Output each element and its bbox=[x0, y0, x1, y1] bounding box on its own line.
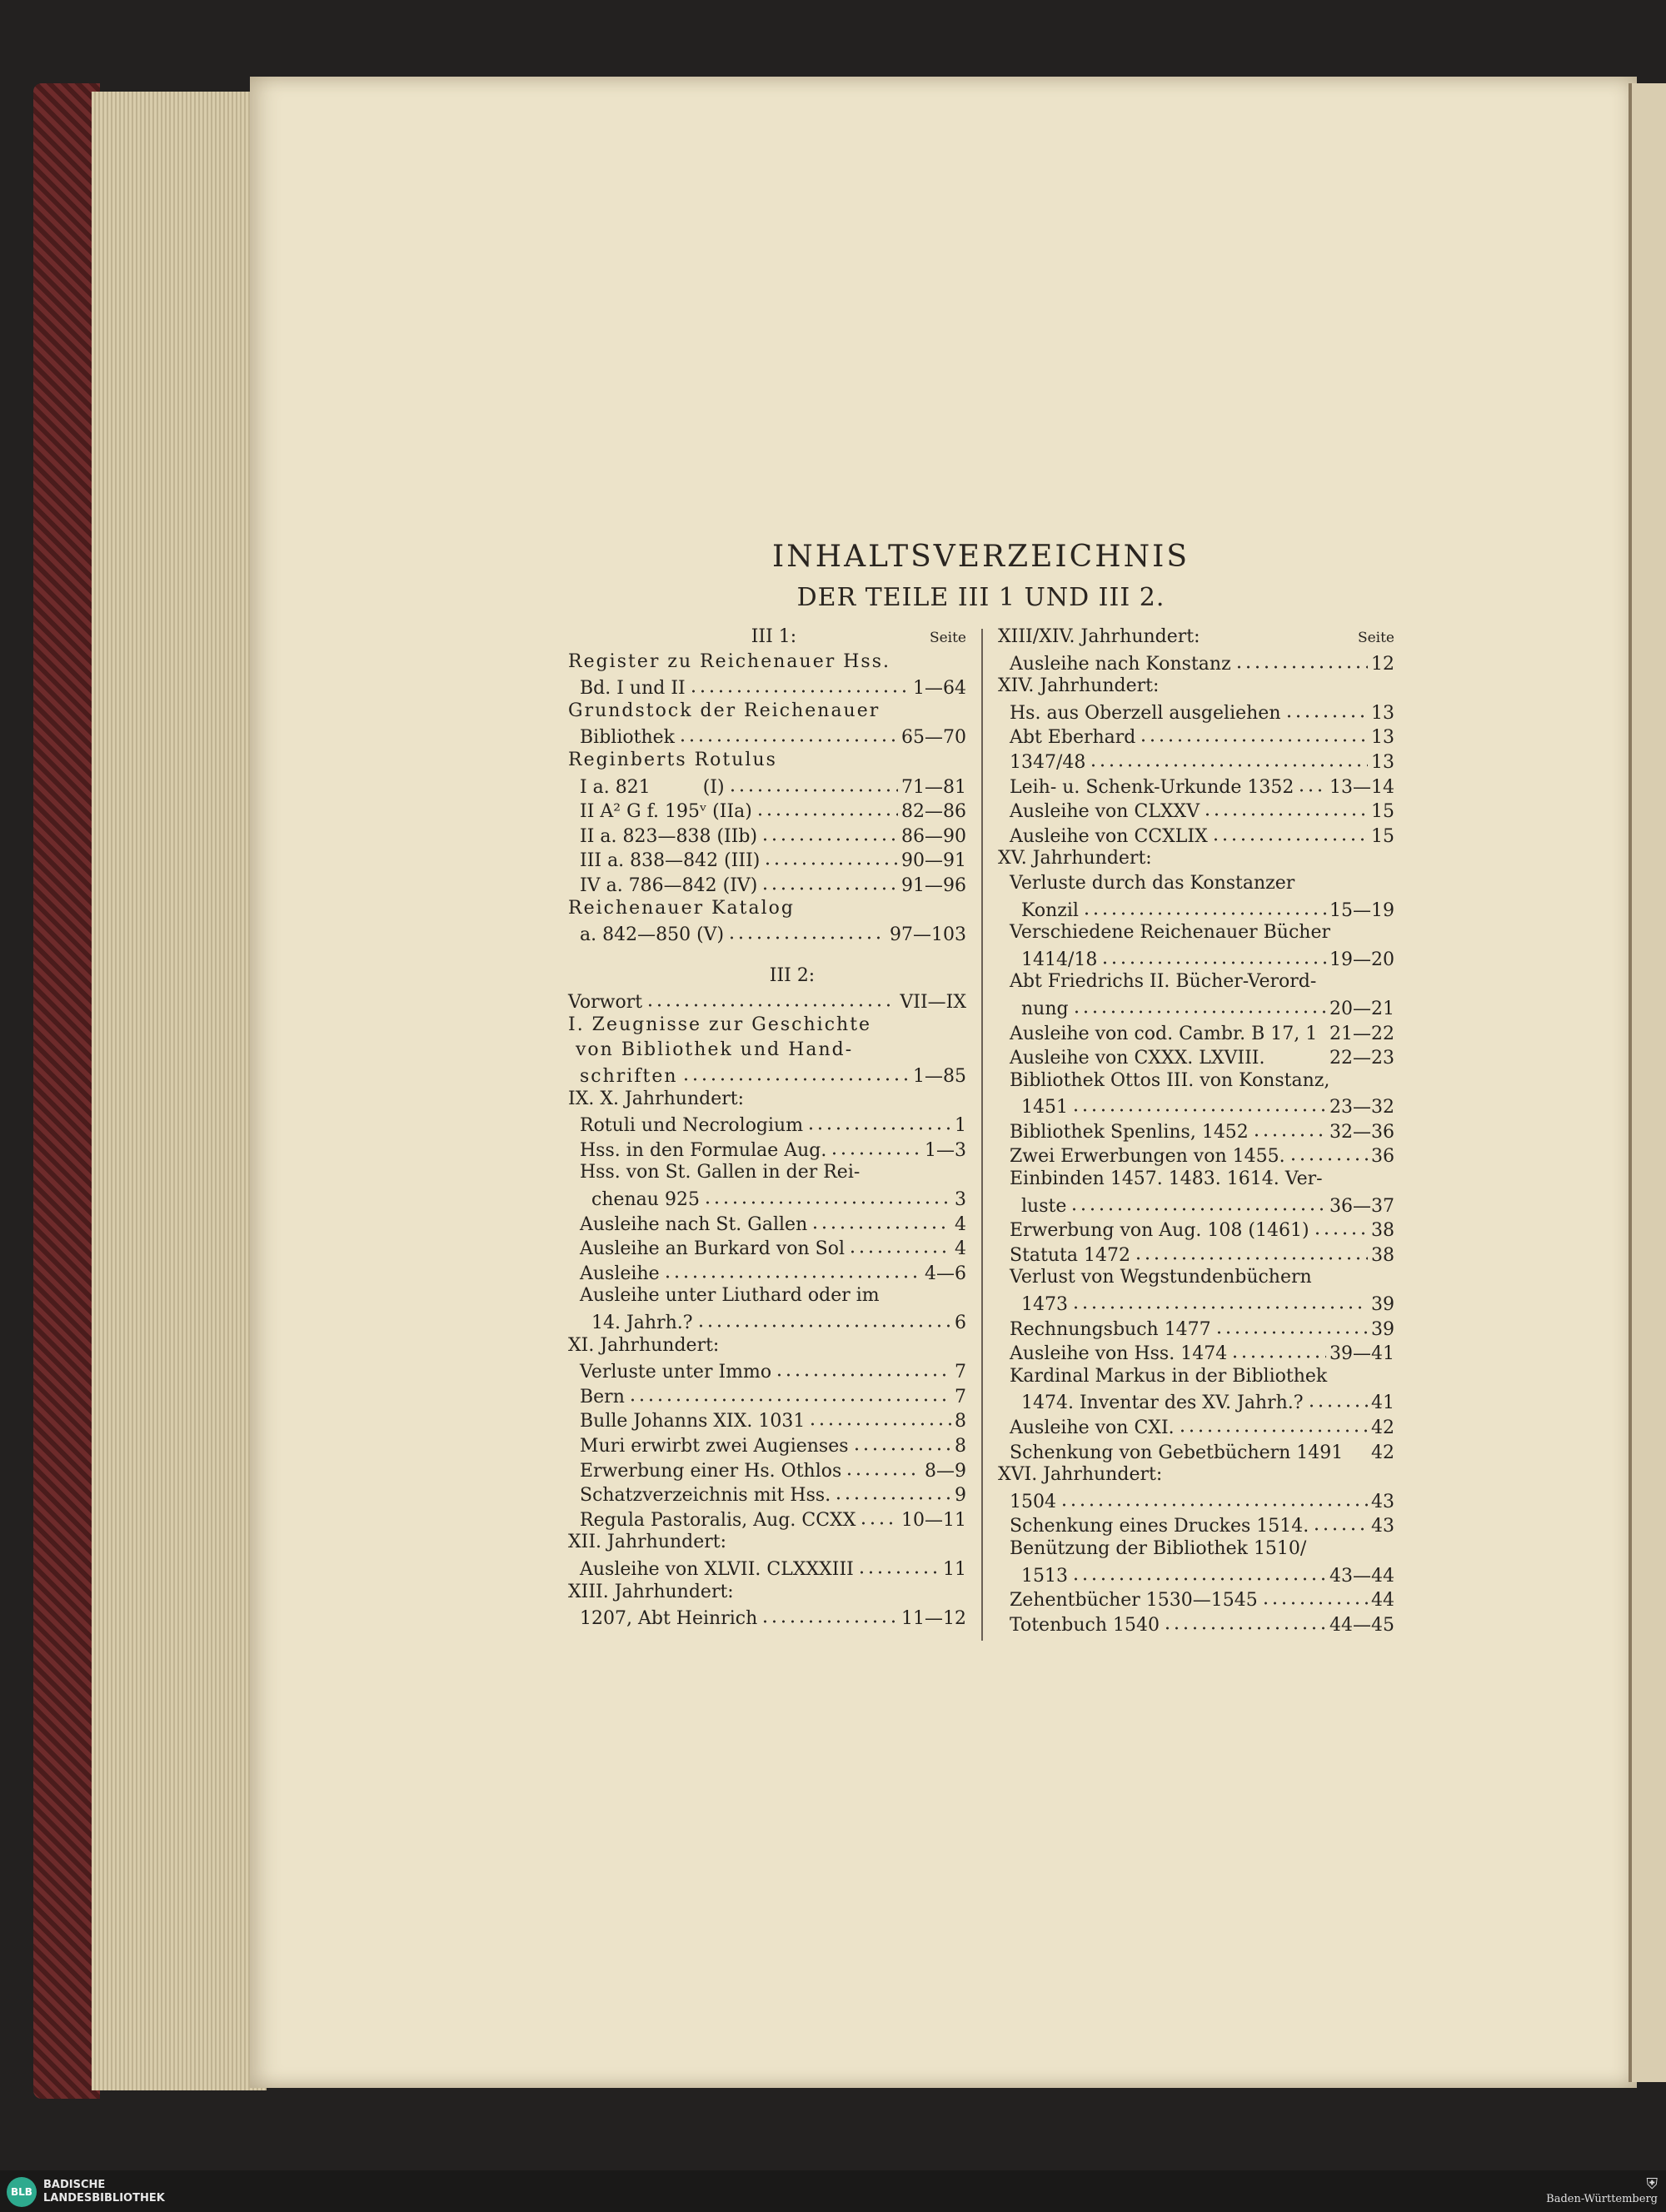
toc-entry-label: 1207, Abt Heinrich bbox=[580, 1608, 758, 1630]
toc-row bbox=[998, 1612, 1394, 1637]
toc-page-number: 19—20 bbox=[1329, 949, 1394, 970]
toc-page-number: 12 bbox=[1371, 653, 1394, 675]
toc-page-number: 1—85 bbox=[913, 1066, 966, 1088]
toc-row bbox=[568, 922, 966, 947]
page-title: INHALTSVERZEICHNIS bbox=[772, 540, 1190, 574]
toc-entry-label: IV a. 786—842 (IV) bbox=[580, 874, 758, 896]
toc-row bbox=[568, 750, 966, 775]
leader-dots bbox=[1289, 1143, 1368, 1162]
toc-row bbox=[568, 1285, 966, 1310]
toc-row bbox=[998, 1070, 1394, 1095]
toc-page-number: 13 bbox=[1371, 702, 1394, 724]
toc-row bbox=[998, 1094, 1394, 1119]
toc-row bbox=[998, 996, 1394, 1021]
page-subtitle: DER TEILE III 1 UND III 2. bbox=[796, 583, 1165, 612]
toc-heading: Kardinal Markus in der Bibliothek bbox=[1010, 1365, 1328, 1387]
leader-dots bbox=[1230, 1341, 1326, 1359]
toc-page-number: 4—6 bbox=[925, 1263, 966, 1284]
library-name: BADISCHE LANDESBIBLIOTHEK bbox=[43, 2179, 165, 2205]
toc-entry-label: 1473 bbox=[1021, 1294, 1068, 1316]
toc-row bbox=[998, 1317, 1394, 1342]
toc-row bbox=[998, 1563, 1394, 1588]
leader-dots bbox=[756, 799, 898, 817]
toc-page-number: 1—3 bbox=[925, 1139, 966, 1161]
toc-page-number: 15 bbox=[1371, 801, 1394, 823]
toc-heading: XV. Jahrhundert: bbox=[998, 848, 1152, 869]
toc-row bbox=[998, 750, 1394, 775]
leader-dots bbox=[859, 1507, 898, 1526]
toc-row bbox=[568, 1482, 966, 1507]
toc-row bbox=[998, 1464, 1394, 1489]
toc-heading: XVI. Jahrhundert: bbox=[998, 1464, 1163, 1486]
toc-entry-label: Ausleihe von CXI. bbox=[1010, 1417, 1175, 1438]
toc-row bbox=[568, 1310, 966, 1335]
toc-page-number: 39 bbox=[1371, 1318, 1394, 1340]
leader-dots bbox=[1320, 1021, 1326, 1039]
toc-entry-label: II A² G f. 195ᵛ (IIa) bbox=[580, 801, 752, 823]
toc-row bbox=[568, 1039, 966, 1064]
toc-row bbox=[998, 1267, 1394, 1292]
toc-row bbox=[998, 799, 1394, 824]
toc-row bbox=[568, 1089, 966, 1113]
toc-entry-label: I a. 821 (I) bbox=[580, 776, 725, 798]
toc-page-number: 13 bbox=[1371, 751, 1394, 773]
leader-dots bbox=[696, 1310, 951, 1328]
toc-heading: Verluste durch das Konstanzer bbox=[1010, 872, 1295, 894]
toc-page-number: 15 bbox=[1371, 825, 1394, 847]
toc-row bbox=[568, 989, 966, 1014]
toc-group-heading: XIII/XIV. Jahrhundert: bbox=[998, 626, 1200, 647]
toc-entry-label: Rechnungsbuch 1477 bbox=[1010, 1318, 1211, 1340]
toc-row bbox=[998, 971, 1394, 996]
toc-entry-label: Bulle Johanns XIX. 1031 bbox=[580, 1411, 806, 1432]
toc-page-number: 38 bbox=[1371, 1220, 1394, 1242]
toc-heading: Grundstock der Reichenauer bbox=[568, 700, 880, 721]
toc-page-number: 13—14 bbox=[1329, 776, 1394, 798]
toc-row bbox=[568, 1113, 966, 1138]
toc-entry-label: Zwei Erwerbungen von 1455. bbox=[1010, 1146, 1285, 1168]
toc-row bbox=[998, 775, 1394, 800]
leader-dots bbox=[1235, 651, 1368, 670]
toc-row bbox=[568, 700, 966, 725]
toc-column-right bbox=[998, 626, 1394, 1637]
toc-heading: von Bibliothek und Hand- bbox=[568, 1039, 854, 1060]
toc-page-number: 3 bbox=[955, 1189, 966, 1211]
crest-icon: ⛨ bbox=[1646, 2175, 1658, 2193]
toc-page-number: 43—44 bbox=[1329, 1565, 1394, 1587]
toc-heading: XII. Jahrhundert: bbox=[568, 1532, 727, 1553]
page-column-label: Seite bbox=[1357, 630, 1394, 646]
toc-page-number: 23—32 bbox=[1329, 1097, 1394, 1118]
toc-row bbox=[568, 775, 966, 800]
toc-entry-label: Bd. I und II bbox=[580, 678, 686, 700]
leader-dots bbox=[1346, 1440, 1368, 1458]
toc-row bbox=[998, 1587, 1394, 1612]
toc-entry-label: Statuta 1472 bbox=[1010, 1244, 1130, 1266]
leader-dots bbox=[1070, 1193, 1326, 1212]
toc-page-number: 38 bbox=[1371, 1244, 1394, 1266]
toc-page-number: 11—12 bbox=[901, 1608, 966, 1630]
leader-dots bbox=[727, 922, 886, 940]
toc-page-number: 43 bbox=[1371, 1491, 1394, 1512]
toc-row bbox=[568, 1236, 966, 1261]
toc-page-number: 39 bbox=[1371, 1294, 1394, 1316]
leader-dots bbox=[1163, 1612, 1326, 1631]
toc-heading: Bibliothek Ottos III. von Konstanz, bbox=[1010, 1069, 1330, 1091]
toc-row bbox=[568, 1582, 966, 1607]
toc-row bbox=[998, 1243, 1394, 1268]
toc-entry-label: Ausleihe von CLXXV bbox=[1010, 801, 1200, 823]
toc-page-number: 11 bbox=[943, 1558, 966, 1580]
page-edges bbox=[92, 92, 267, 2090]
toc-row bbox=[998, 626, 1394, 651]
toc-entry-label: Hs. aus Oberzell ausgeliehen bbox=[1010, 702, 1281, 724]
toc-page-number: 97—103 bbox=[890, 924, 966, 946]
leader-dots bbox=[646, 989, 896, 1008]
toc-row bbox=[568, 725, 966, 750]
toc-entry-label: Ausleihe von CXXX. LXVIII. bbox=[1010, 1048, 1265, 1069]
leader-dots bbox=[628, 1384, 951, 1402]
toc-row bbox=[568, 1261, 966, 1286]
toc-page-number: 7 bbox=[955, 1386, 966, 1407]
toc-entry-label: II a. 823—838 (IIb) bbox=[580, 825, 758, 847]
toc-row bbox=[998, 1489, 1394, 1514]
toc-page-number: 71—81 bbox=[901, 776, 966, 798]
toc-heading: Hss. von St. Gallen in der Rei- bbox=[580, 1162, 860, 1183]
toc-page-number: 4 bbox=[955, 1213, 966, 1235]
toc-row bbox=[568, 1138, 966, 1163]
leader-dots bbox=[1139, 725, 1368, 743]
leader-dots bbox=[1071, 1292, 1368, 1310]
toc-section-heading: III 1: bbox=[751, 626, 797, 647]
toc-entry-label: Leih- u. Schenk-Urkunde 1352 bbox=[1010, 776, 1294, 798]
page-column-label: Seite bbox=[929, 630, 966, 646]
toc-page-number: 10—11 bbox=[901, 1509, 966, 1531]
leader-dots bbox=[689, 675, 910, 694]
toc-page-number: 8 bbox=[955, 1436, 966, 1457]
toc-entry-label: nung bbox=[1021, 998, 1069, 1019]
toc-heading: IX. X. Jahrhundert: bbox=[568, 1088, 744, 1109]
toc-heading: Verschiedene Reichenauer Bücher bbox=[1010, 922, 1330, 944]
toc-entry-label: luste bbox=[1021, 1195, 1067, 1217]
toc-row bbox=[568, 1433, 966, 1458]
leader-dots bbox=[1312, 1513, 1368, 1532]
leader-dots bbox=[1307, 1390, 1368, 1408]
toc-row bbox=[998, 1218, 1394, 1243]
toc-page-number: 1 bbox=[955, 1115, 966, 1137]
toc-page-number: 91—96 bbox=[901, 874, 966, 896]
toc-entry-label: Ausleihe von cod. Cambr. B 17, 1 bbox=[1010, 1023, 1318, 1044]
toc-entry-label: 1504 bbox=[1010, 1491, 1056, 1512]
toc-page-number: 8 bbox=[955, 1411, 966, 1432]
toc-entry-label: chenau 925 bbox=[591, 1189, 700, 1211]
leader-dots bbox=[728, 775, 898, 793]
leader-dots bbox=[1178, 1415, 1368, 1433]
toc-entry-label: 1347/48 bbox=[1010, 751, 1086, 773]
toc-entry-label: Schatzverzeichnis mit Hss. bbox=[580, 1485, 831, 1507]
toc-row bbox=[568, 1162, 966, 1187]
toc-heading: Benützung der Bibliothek 1510/ bbox=[1010, 1537, 1307, 1559]
leader-dots bbox=[775, 1359, 951, 1378]
toc-row bbox=[998, 1390, 1394, 1415]
toc-row bbox=[568, 873, 966, 898]
toc-row bbox=[998, 1143, 1394, 1168]
toc-page-number: 6 bbox=[955, 1313, 966, 1334]
toc-page-number: 65—70 bbox=[901, 727, 966, 749]
toc-entry-label: schriften bbox=[580, 1066, 678, 1088]
leader-dots bbox=[681, 1064, 910, 1082]
toc-page-number: 9 bbox=[955, 1485, 966, 1507]
toc-entry-label: Konzil bbox=[1021, 899, 1079, 921]
toc-row bbox=[568, 1335, 966, 1360]
toc-entry-label: Bibliothek bbox=[580, 727, 675, 749]
toc-page-number: 13 bbox=[1371, 727, 1394, 749]
toc-page-number: 15—19 bbox=[1329, 899, 1394, 921]
toc-heading: XIV. Jahrhundert: bbox=[998, 675, 1160, 697]
toc-row bbox=[998, 1366, 1394, 1391]
toc-page-number: 39—41 bbox=[1329, 1343, 1394, 1365]
toc-row bbox=[998, 824, 1394, 849]
leader-dots bbox=[761, 873, 898, 891]
leader-dots bbox=[845, 1458, 921, 1477]
book-cover-left bbox=[33, 83, 100, 2099]
toc-row bbox=[568, 965, 966, 990]
toc-entry-label: Vorwort bbox=[568, 992, 643, 1014]
toc-entry-label: Rotuli und Necrologium bbox=[580, 1115, 804, 1137]
toc-page-number: 43 bbox=[1371, 1516, 1394, 1537]
leader-dots bbox=[830, 1138, 921, 1156]
toc-entry-label: Ausleihe von Hss. 1474 bbox=[1010, 1343, 1228, 1365]
leader-dots bbox=[1072, 996, 1326, 1014]
toc-heading: XI. Jahrhundert: bbox=[568, 1334, 720, 1356]
toc-row bbox=[998, 848, 1394, 873]
toc-row bbox=[998, 922, 1394, 947]
toc-page-number: 20—21 bbox=[1329, 998, 1394, 1019]
leader-dots bbox=[1269, 1045, 1327, 1064]
toc-row bbox=[568, 848, 966, 873]
toc-row bbox=[568, 1408, 966, 1433]
toc-page-number: 82—86 bbox=[901, 801, 966, 823]
toc-row bbox=[568, 675, 966, 700]
toc-entry-label: Ausleihe an Burkard von Sol bbox=[580, 1238, 845, 1260]
leader-dots bbox=[1215, 1317, 1368, 1335]
next-page-edge bbox=[1629, 83, 1666, 2082]
toc-row bbox=[998, 675, 1394, 700]
toc-heading: Register zu Reichenauer Hss. bbox=[568, 650, 890, 672]
toc-spacer bbox=[568, 947, 966, 965]
toc-row bbox=[998, 1538, 1394, 1563]
toc-row bbox=[568, 1359, 966, 1384]
toc-heading: I. Zeugnisse zur Geschichte bbox=[568, 1014, 872, 1035]
toc-page-number: 22—23 bbox=[1329, 1048, 1394, 1069]
toc-column-left bbox=[568, 626, 966, 1631]
toc-page-number: 8—9 bbox=[925, 1460, 966, 1482]
toc-entry-label: 1474. Inventar des XV. Jahrh.? bbox=[1021, 1392, 1304, 1414]
toc-row bbox=[998, 873, 1394, 898]
toc-entry-label: Bibliothek Spenlins, 1452 bbox=[1010, 1121, 1249, 1143]
toc-heading: Reichenauer Katalog bbox=[568, 897, 795, 919]
leader-dots bbox=[1211, 824, 1368, 842]
leader-dots bbox=[806, 1113, 951, 1131]
toc-row bbox=[568, 1606, 966, 1631]
leader-dots bbox=[1261, 1587, 1368, 1606]
leader-dots bbox=[1284, 700, 1369, 719]
toc-page-number: 42 bbox=[1371, 1442, 1394, 1463]
leader-dots bbox=[1252, 1119, 1326, 1138]
toc-entry-label: Ausleihe von CCXLIX bbox=[1010, 825, 1208, 847]
leader-dots bbox=[703, 1187, 951, 1205]
leader-dots bbox=[678, 725, 898, 743]
toc-entry-label: Verluste unter Immo bbox=[580, 1362, 772, 1383]
toc-page-number: 1—64 bbox=[913, 678, 966, 700]
leader-dots bbox=[1203, 799, 1368, 817]
leader-dots bbox=[857, 1557, 940, 1575]
toc-row bbox=[568, 626, 966, 651]
toc-row bbox=[568, 1212, 966, 1237]
toc-entry-label: Ausleihe nach Konstanz bbox=[1010, 653, 1231, 675]
toc-section-heading: III 2: bbox=[769, 964, 816, 986]
leader-dots bbox=[1071, 1094, 1326, 1113]
toc-entry-label: Erwerbung von Aug. 108 (1461) bbox=[1010, 1220, 1309, 1242]
toc-entry-label: Schenkung eines Druckes 1514. bbox=[1010, 1516, 1309, 1537]
toc-row bbox=[568, 824, 966, 849]
toc-page-number: 36—37 bbox=[1329, 1195, 1394, 1217]
toc-heading: XIII. Jahrhundert: bbox=[568, 1581, 734, 1602]
leader-dots bbox=[848, 1236, 951, 1254]
toc-page-number: 4 bbox=[955, 1238, 966, 1260]
toc-row bbox=[568, 1557, 966, 1582]
toc-page-number: 44 bbox=[1371, 1590, 1394, 1612]
toc-entry-label: Ausleihe bbox=[580, 1263, 660, 1284]
toc-entry-label: Muri erwirbt zwei Augienses bbox=[580, 1436, 849, 1457]
leader-dots bbox=[761, 824, 898, 842]
toc-row bbox=[568, 1014, 966, 1039]
toc-row bbox=[568, 799, 966, 824]
toc-row bbox=[998, 1440, 1394, 1465]
toc-entry-label: 14. Jahrh.? bbox=[591, 1313, 693, 1334]
blb-logo[interactable]: BLB bbox=[7, 2177, 37, 2207]
toc-page-number: 7 bbox=[955, 1362, 966, 1383]
state-logo[interactable]: ⛨ Baden-Württemberg bbox=[1546, 2175, 1658, 2205]
toc-page-number: 86—90 bbox=[901, 825, 966, 847]
toc-row bbox=[998, 1513, 1394, 1538]
toc-entry-label: Bern bbox=[580, 1386, 625, 1407]
toc-entry-label: III a. 838—842 (III) bbox=[580, 850, 761, 872]
toc-row bbox=[568, 1187, 966, 1212]
toc-page-number: 36 bbox=[1371, 1146, 1394, 1168]
toc-page-number: 44—45 bbox=[1329, 1614, 1394, 1636]
leader-dots bbox=[1089, 750, 1368, 768]
toc-row bbox=[568, 1064, 966, 1089]
toc-entry-label: Abt Eberhard bbox=[1010, 727, 1136, 749]
toc-row bbox=[568, 651, 966, 676]
toc-row bbox=[998, 1341, 1394, 1366]
toc-row bbox=[998, 700, 1394, 725]
leader-dots bbox=[1071, 1563, 1326, 1582]
toc-entry-label: Regula Pastoralis, Aug. CCXX bbox=[580, 1509, 856, 1531]
toc-heading: Einbinden 1457. 1483. 1614. Ver- bbox=[1010, 1168, 1323, 1190]
leader-dots bbox=[1297, 775, 1326, 793]
leader-dots bbox=[1082, 898, 1326, 916]
toc-row bbox=[568, 898, 966, 923]
toc-row bbox=[568, 1384, 966, 1409]
toc-page-number: 41 bbox=[1371, 1392, 1394, 1414]
toc-heading: Reginberts Rotulus bbox=[568, 749, 777, 770]
leader-dots bbox=[763, 848, 898, 866]
toc-row bbox=[998, 725, 1394, 750]
toc-entry-label: 1451 bbox=[1021, 1097, 1068, 1118]
toc-entry-label: Ausleihe von XLVII. CLXXXIII bbox=[580, 1558, 854, 1580]
leader-dots bbox=[1100, 947, 1326, 965]
toc-entry-label: a. 842—850 (V) bbox=[580, 924, 725, 946]
leader-dots bbox=[663, 1261, 921, 1279]
leader-dots bbox=[1313, 1218, 1368, 1236]
column-divider bbox=[981, 629, 983, 1641]
toc-row bbox=[998, 1168, 1394, 1193]
toc-row bbox=[568, 1458, 966, 1483]
toc-entry-label: 1414/18 bbox=[1021, 949, 1098, 970]
toc-row bbox=[998, 1292, 1394, 1317]
toc-row bbox=[998, 1119, 1394, 1144]
leader-dots bbox=[761, 1606, 898, 1624]
leader-dots bbox=[1060, 1489, 1368, 1507]
toc-entry-label: Zehentbücher 1530—1545 bbox=[1010, 1590, 1258, 1612]
leader-dots bbox=[811, 1212, 951, 1230]
leader-dots bbox=[852, 1433, 951, 1452]
toc-heading: Ausleihe unter Liuthard oder im bbox=[580, 1285, 880, 1307]
toc-row bbox=[998, 1415, 1394, 1440]
toc-entry-label: Totenbuch 1540 bbox=[1010, 1614, 1160, 1636]
toc-row bbox=[998, 947, 1394, 972]
toc-entry-label: 1513 bbox=[1021, 1565, 1068, 1587]
toc-row bbox=[998, 1021, 1394, 1046]
toc-entry-label: Ausleihe nach St. Gallen bbox=[580, 1213, 808, 1235]
footer-bar bbox=[0, 2170, 1666, 2212]
toc-row bbox=[998, 651, 1394, 676]
toc-page-number: 32—36 bbox=[1329, 1121, 1394, 1143]
leader-dots bbox=[834, 1482, 951, 1501]
toc-page-number: VII—IX bbox=[900, 992, 966, 1014]
toc-entry-label: Schenkung von Gebetbüchern 1491 bbox=[1010, 1442, 1344, 1463]
toc-row bbox=[998, 898, 1394, 923]
toc-row bbox=[568, 1532, 966, 1557]
toc-page-number: 90—91 bbox=[901, 850, 966, 872]
toc-heading: Abt Friedrichs II. Bücher-Verord- bbox=[1010, 971, 1317, 993]
toc-row bbox=[568, 1507, 966, 1532]
leader-dots bbox=[808, 1408, 951, 1427]
toc-row bbox=[998, 1045, 1394, 1070]
toc-page-number: 21—22 bbox=[1329, 1023, 1394, 1044]
toc-row bbox=[998, 1193, 1394, 1218]
toc-entry-label: Hss. in den Formulae Aug. bbox=[580, 1139, 827, 1161]
leader-dots bbox=[1134, 1243, 1368, 1261]
toc-heading: Verlust von Wegstundenbüchern bbox=[1010, 1267, 1312, 1288]
toc-page-number: 42 bbox=[1371, 1417, 1394, 1438]
toc-entry-label: Erwerbung einer Hs. Othlos bbox=[580, 1460, 842, 1482]
